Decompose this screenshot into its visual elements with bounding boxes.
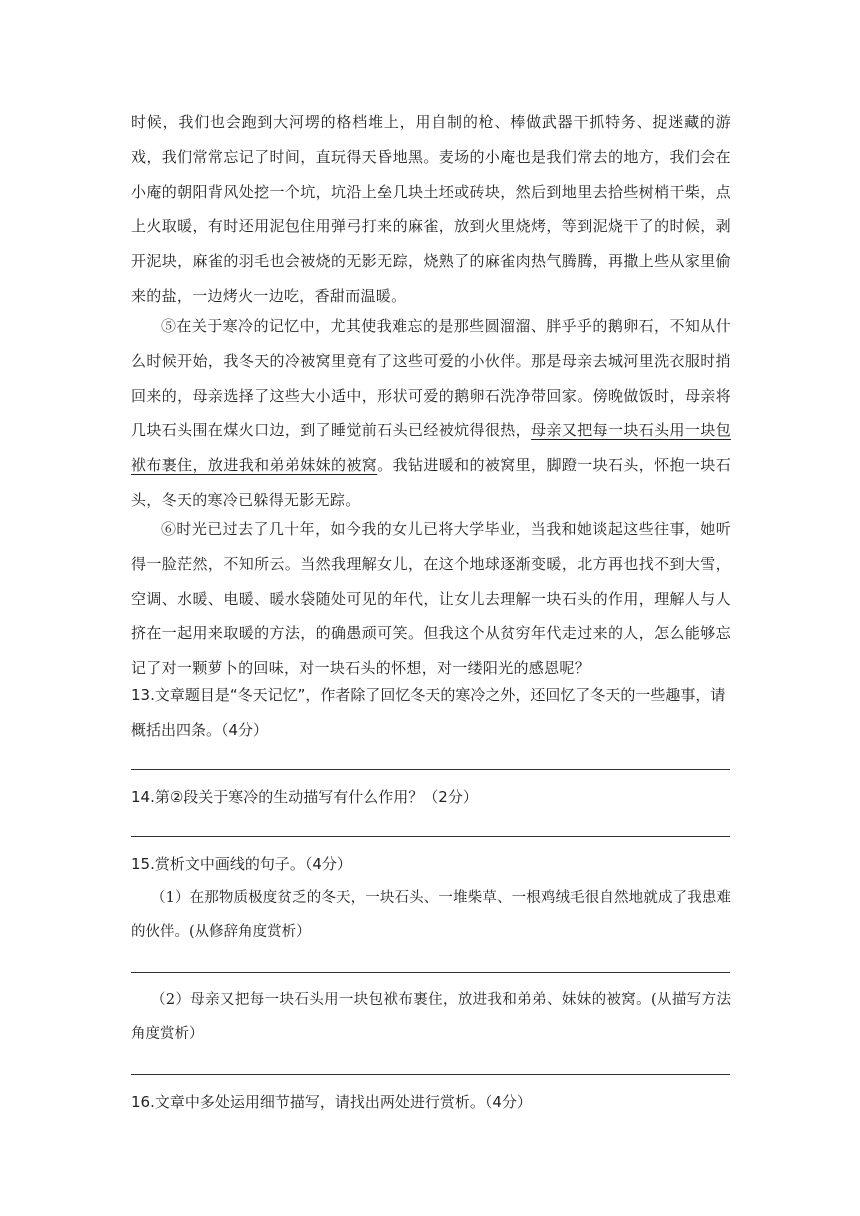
question-14: 14.第②段关于寒冷的生动描写有什么作用？（2分） [131, 788, 478, 806]
answer-line-15-2[interactable] [131, 1074, 730, 1075]
question-15: 15.赏析文中画线的句子。（4分） [131, 855, 352, 873]
question-15-part-2: （2）母亲又把每一块石头用一块包袱布裹住，放进我和弟弟、妹妹的被窝。(从描写方法角度赏析） [131, 992, 731, 1042]
passage-paragraph-5 [131, 309, 731, 518]
answer-line-15-1[interactable] [131, 972, 730, 973]
question-13: 13.文章题目是“冬天记忆”，作者除了回忆冬天的寒冷之外，还回忆了冬天的一些趣事，请概括出四条。（4分） [131, 686, 726, 739]
paragraph-text: ⑥时光已过去了几十年，如今我的女儿已将大学毕业，当我和她谈起这些往事，她听得一脸茫然，不知所云。当然我理解女儿，在这个地球逐渐变暖，北方再也找不到大雪，空调、水暖、电暖、暖水袋随处可见的年代，让女儿去理解一块石头的作用，理解人与人挤在一起用来取暖的方法，的确愚顽可笑。但我这个从贫穷年代走过来的人，怎么能够忘记了对一颗萝卜的回味，对一块石头的怀想，对一缕阳光的感恩呢？ [131, 520, 731, 678]
passage-paragraph-6 [131, 512, 731, 686]
passage-paragraph-4-end [131, 105, 731, 314]
answer-line-14[interactable] [131, 836, 730, 837]
paragraph-text: ⑤在关于寒冷的记忆中，尤其使我难忘的是那些圆溜溜、胖乎乎的鹅卵石，不知从什么时候开始，我冬天的冷被窝里竟有了这些可爱的小伙伴。那是母亲去城河里洗衣服时捎回来的，母亲选择了这些大小适中，形状可爱的鹅卵石洗净带回家。傍晚做饭时，母亲将几块石头围在煤火口边，到了睡觉前石头已经被炕得很热， [131, 317, 731, 440]
paragraph-text: 。我钻进暖和的被窝里，脚蹬一块石头，怀抱一块石头，冬天的寒冷已躲得无影无踪。 [131, 456, 731, 509]
paragraph-text: 时候，我们也会跑到大河塄的格档堆上，用自制的枪、棒做武器干抓特务、捉迷藏的游戏，我们常常忘记了时间，直玩得天昏地黑。麦场的小庵也是我们常去的地方，我们会在小庵的朝阳背风处挖一个坑，坑沿上垒几块土坯或砖块，然后到地里去拾些树梢干柴，点上火取暖，有时还用泥包住用弹弓打来的麻雀，放到火里烧烤，等到泥烧干了的时候，剥开泥块，麻雀的羽毛也会被烧的无影无踪，烧熟了的麻雀肉热气腾腾，再撒上些从家里偷来的盐，一边烤火一边吃，香甜而温暖。 [131, 113, 731, 305]
underlined-sentence: 母亲又把每一块石头用一块包袱布裹住，放进我和弟弟妹妹的被窝 [131, 421, 732, 475]
question-15-part-1: （1）在那物质极度贫乏的冬天，一块石头、一堆柴草、一根鸡绒毛很自然地就成了我患难的伙伴。(从修辞角度赏析） [131, 890, 731, 940]
question-16: 16.文章中多处运用细节描写，请找出两处进行赏析。（4分） [131, 1093, 532, 1111]
answer-line-13[interactable] [131, 769, 730, 770]
